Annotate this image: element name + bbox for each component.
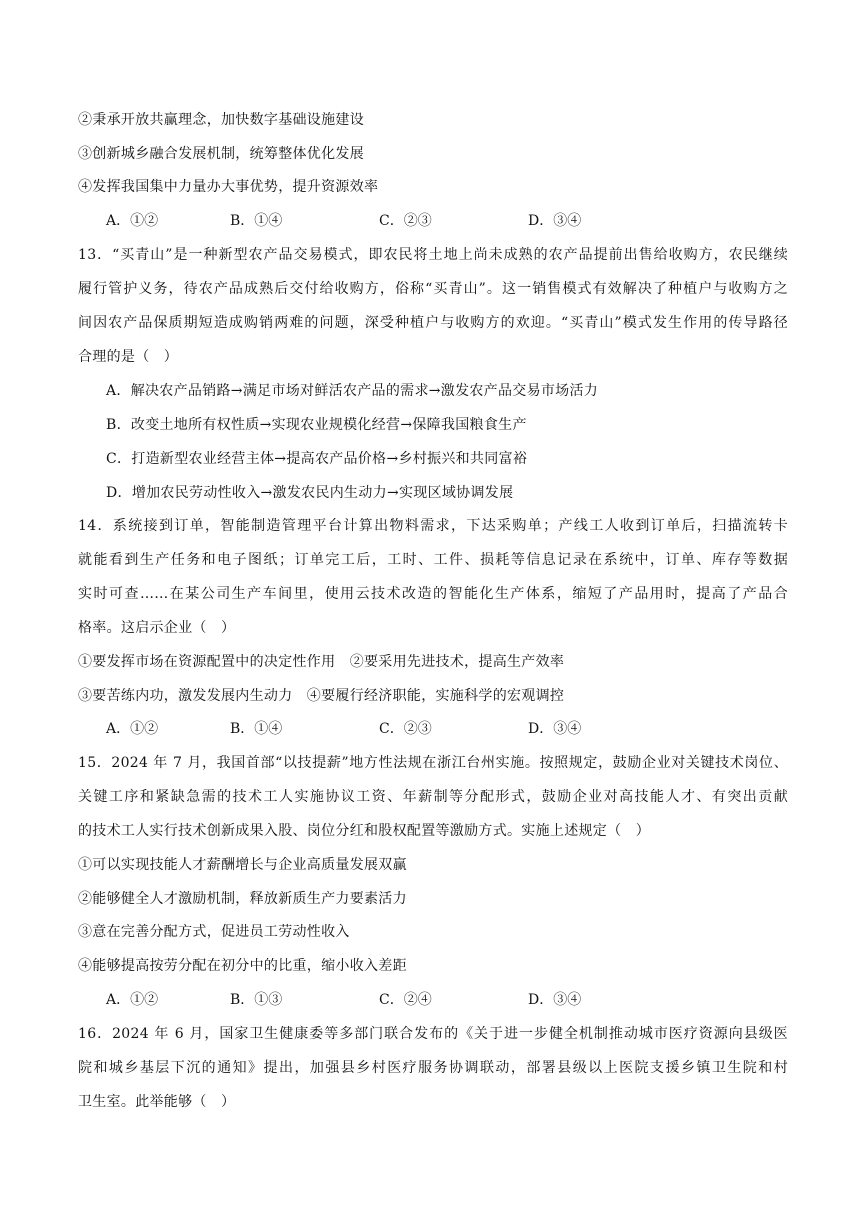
q13-option-b: B．改变土地所有权性质→实现农业规模化经营→保障我国粮食生产 [106,417,527,433]
q14-stem-line-1: 14．系统接到订单，智能制造管理平台计算出物料需求，下达采购单；产线工人收到订单后，扫描流转卡 [78,518,788,534]
q13-stem-line-4: 合理的是（ ） [78,349,179,365]
q13-stem-line-1: 13．“买青山”是一种新型农产品交易模式，即农民将土地上尚未成熟的农产品提前出售给收购方，农民继续 [78,247,788,263]
q12-choice-a: A．①② [106,213,159,229]
q15-stem-line-3: 的技术工人实行技术创新成果入股、岗位分红和股权配置等激励方式。实施上述规定（ ） [78,823,650,839]
q12-item-3: ③创新城乡融合发展机制，统筹整体优化发展 [78,146,364,162]
q15-choice-d: D．③④ [528,992,582,1008]
q14-stem-line-3: 实时可查……在某公司生产车间里，使用云技术改造的智能化生产体系，缩短了产品用时，提高了产品合 [78,586,788,602]
q14-choice-a: A．①② [106,721,159,737]
q14-items-line-1: ①要发挥市场在资源配置中的决定性作用 ②要采用先进技术，提高生产效率 [78,654,565,670]
q14-choice-c: C．②③ [379,721,432,737]
q15-item-3: ③意在完善分配方式，促进员工劳动性收入 [78,924,350,940]
q14-choice-b: B．①④ [230,721,283,737]
q14-stem-line-2: 就能看到生产任务和电子图纸；订单完工后，工时、工件、损耗等信息记录在系统中，订单、库存等数据 [78,552,788,568]
q13-option-a: A．解决农产品销路→满足市场对鲜活农产品的需求→激发农产品交易市场活力 [106,383,599,399]
q12-item-2: ②秉承开放共赢理念，加快数字基础设施建设 [78,112,364,128]
q12-choice-b: B．①④ [230,213,283,229]
q13-option-d: D．增加农民劳动性收入→激发农民内生动力→实现区域协调发展 [106,485,514,501]
q14-choice-d: D．③④ [528,721,582,737]
q14-items-line-2: ③要苦练内功，激发发展内生动力 ④要履行经济职能，实施科学的宏观调控 [78,688,565,704]
q15-item-4: ④能够提高按劳分配在初分中的比重，缩小收入差距 [78,958,407,974]
q15-choice-c: C．②④ [379,992,432,1008]
q13-stem-line-2: 履行管护义务，待农产品成熟后交付给收购方，俗称“买青山”。这一销售模式有效解决了种植户与收购方之 [78,281,788,297]
q15-item-2: ②能够健全人才激励机制，释放新质生产力要素活力 [78,891,407,907]
q15-stem-line-1: 15．2024 年 7 月，我国首部“以技提薪”地方性法规在浙江台州实施。按照规定，鼓励企业对关键技术岗位、 [78,755,788,771]
q15-stem-line-2: 关键工序和紧缺急需的技术工人实施协议工资、年薪制等分配形式，鼓励企业对高技能人才、有突出贡献 [78,789,788,805]
q15-item-1: ①可以实现技能人才薪酬增长与企业高质量发展双赢 [78,857,407,873]
q15-choice-b: B．①③ [230,992,283,1008]
q13-option-c: C．打造新型农业经营主体→提高农产品价格→乡村振兴和共同富裕 [106,451,528,467]
q16-stem-line-2: 院和城乡基层下沉的通知》提出，加强县乡村医疗服务协调联动，部署县级以上医院支援乡镇卫生院和村 [78,1060,788,1076]
q16-stem-line-3: 卫生室。此举能够（ ） [78,1094,236,1110]
q12-choice-c: C．②③ [379,213,432,229]
q12-item-4: ④发挥我国集中力量办大事优势，提升资源效率 [78,179,379,195]
q16-stem-line-1: 16．2024 年 6 月，国家卫生健康委等多部门联合发布的《关于进一步健全机制推动城市医疗资源向县级医 [78,1026,788,1042]
q12-choice-d: D．③④ [528,213,582,229]
q14-stem-line-4: 格率。这启示企业（ ） [78,620,236,636]
q15-choice-a: A．①② [106,992,159,1008]
q13-stem-line-3: 间因农产品保质期短造成购销两难的问题，深受种植户与收购方的欢迎。“买青山”模式发生作用的传导路径 [78,315,788,331]
